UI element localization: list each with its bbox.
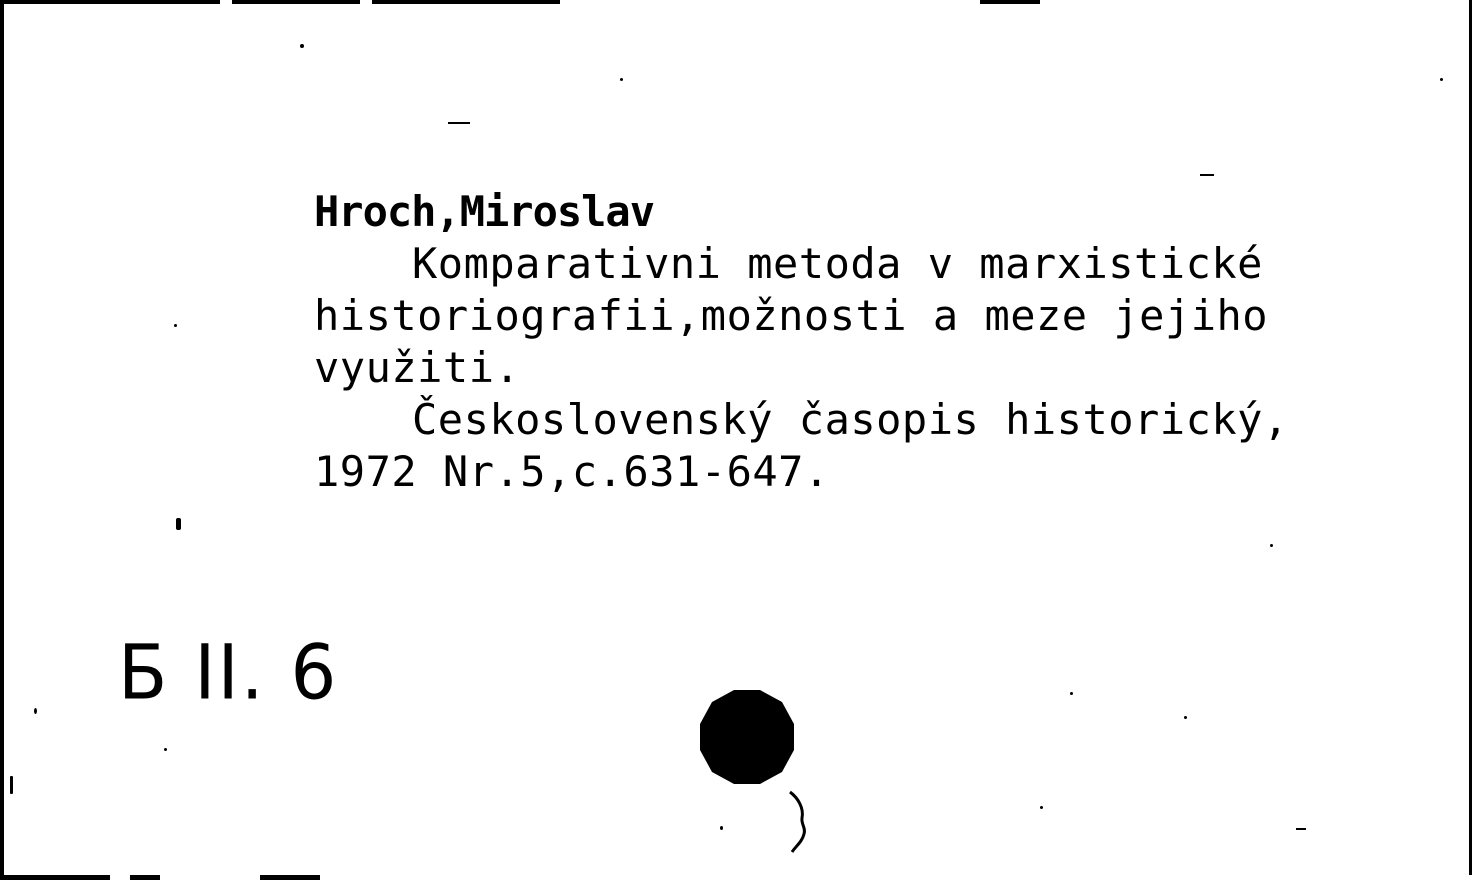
author-name: Hroch,Miroslav [314, 187, 655, 236]
dust-speck [10, 776, 13, 794]
dust-speck [300, 44, 304, 48]
dust-speck [1270, 544, 1273, 547]
dust-speck [34, 708, 37, 714]
title-line-2: historiografii,možnosti a meze jejiho [314, 291, 1269, 340]
source-journal-line: Československý časopis historický, [412, 395, 1289, 444]
title-line-1: Komparativni metoda v marxistické [412, 239, 1263, 288]
dust-speck [164, 748, 167, 751]
pencil-mark-icon [782, 788, 812, 854]
punch-hole-icon [698, 688, 796, 786]
dust-speck [1440, 78, 1443, 81]
dust-speck [720, 826, 723, 830]
source-issue-line: 1972 Nr.5,c.631-647. [314, 447, 830, 496]
bibliographic-entry [314, 186, 1464, 498]
dust-speck [1040, 806, 1043, 809]
dust-speck [1184, 716, 1187, 719]
dust-speck [174, 324, 177, 327]
card-top-edge [0, 0, 1472, 4]
dust-speck [176, 518, 181, 530]
call-number: Б II. 6 [118, 627, 339, 717]
dust-speck [1070, 692, 1073, 695]
card-left-edge [0, 0, 4, 880]
title-line-3: využiti. [314, 343, 521, 392]
dust-speck [1200, 174, 1214, 176]
dust-speck [1296, 828, 1306, 830]
dust-speck [620, 78, 623, 81]
card-bottom-edge [0, 875, 1472, 880]
dust-speck [448, 122, 470, 124]
